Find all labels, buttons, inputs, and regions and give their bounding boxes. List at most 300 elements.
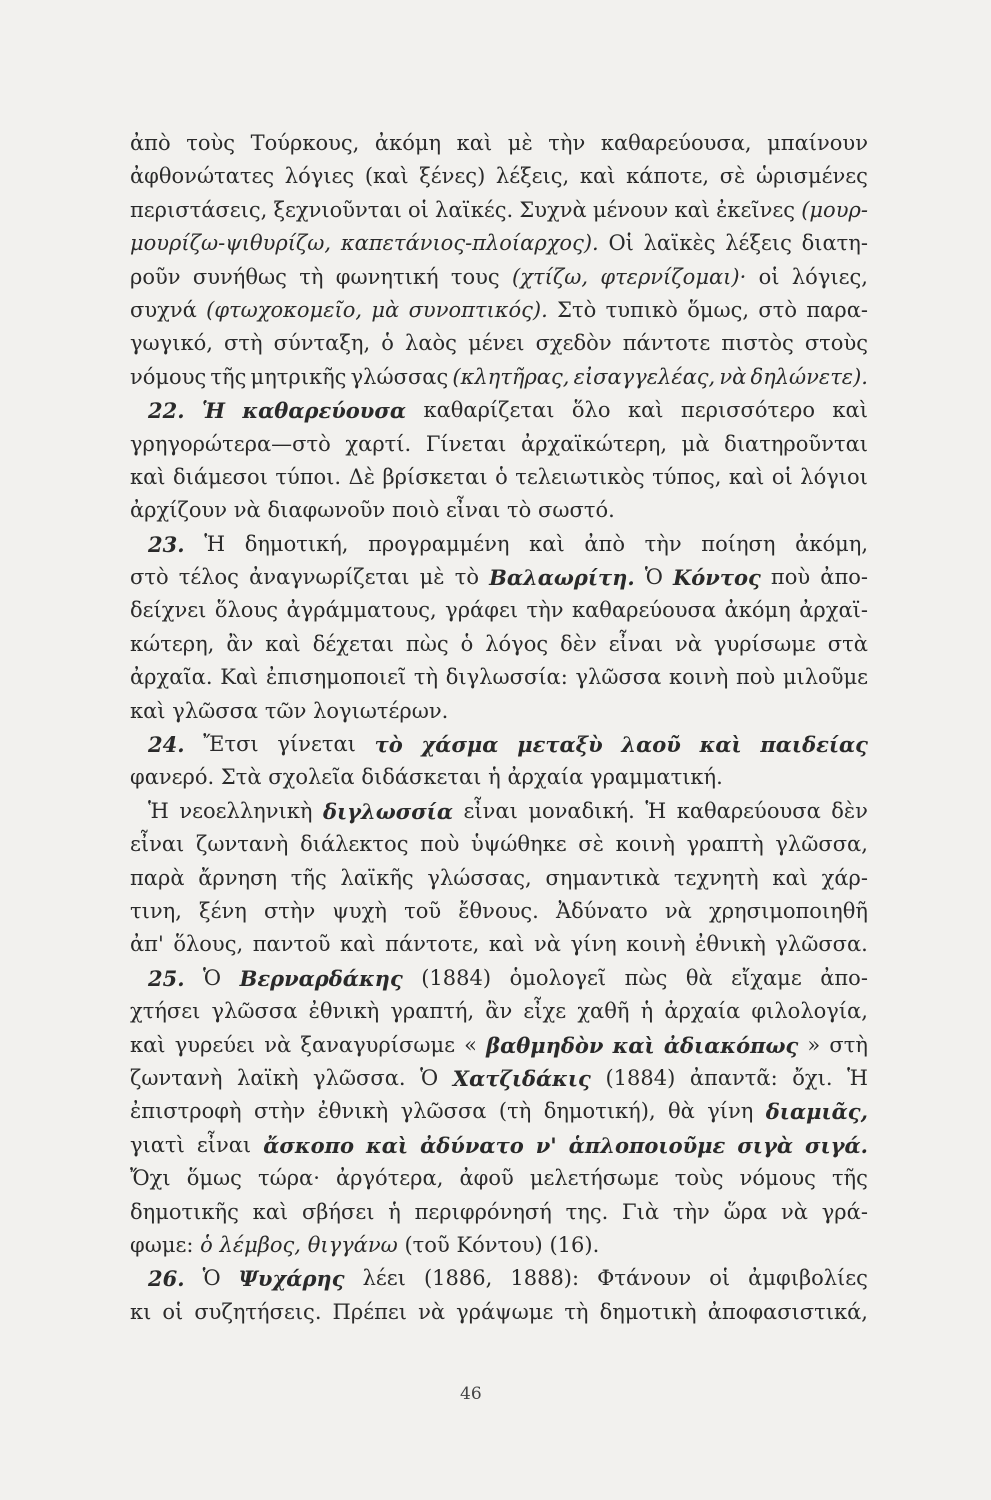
word: πάντοτε [622,331,711,356]
word: καὶ [627,398,664,423]
word: (τὴ [498,1099,532,1124]
word: βαθμηδὸν [486,1032,604,1058]
body-text [130,127,868,1329]
word: τοῦ [404,898,442,923]
word: (1884) [421,965,492,990]
word: δηλώνετε). [750,364,868,389]
word: περισσότερο [680,398,815,423]
word: ὑψώθηκε [471,832,567,857]
word: ἀδιακόπως [663,1032,799,1058]
word: στοὺς [804,331,868,356]
word: καὶ [529,531,565,556]
word: διατηροῦνται [724,431,868,456]
word: γωγικό, [130,331,213,356]
word: ξαναγυρίσωμε [300,1032,455,1057]
word: γλῶσσα [400,1099,487,1124]
text-line [130,194,868,227]
word: συχνά [130,297,197,322]
word: μὰ [681,431,710,456]
text-line [130,1229,868,1262]
word: καὶ [456,131,493,155]
word: (μουρ- [801,197,868,222]
word: ἀφοῦ [459,1166,514,1191]
word: Ἡ [847,1065,868,1090]
word: χαρτί. [345,431,412,456]
word: φωνητική [335,264,439,289]
word: λόγιες [284,164,355,189]
word: διδάσκεται [361,765,482,790]
word: τύπος, [652,464,722,489]
word: γυρίσωμε [713,631,816,656]
word: ἀγράμματους, [286,598,437,623]
word: χάρ- [821,865,868,890]
word: σχεδὸν [535,331,612,356]
word: τύποι. [275,464,342,489]
word: ὄχι. [792,1065,833,1090]
word: φιλολογία, [751,999,868,1024]
word: πὼς [405,631,449,656]
word: γλῶσσα [575,665,662,690]
text-line [130,327,868,360]
word: ἀρχαϊ- [799,598,868,623]
word: καθαρεύουσα [242,398,406,424]
word: ὅλους [214,598,278,623]
word: ὁ [381,331,394,356]
word: γλῶσσα [211,999,298,1024]
word: ἀρχαία [664,999,741,1024]
word: λαϊκές. [435,197,514,222]
word: Πρέπει [332,1299,408,1324]
word: ὅλους, [173,932,244,957]
word: προγραμμένη [368,531,510,556]
word: Ὁ [644,565,663,590]
word: Ἡ [148,798,169,823]
word: καὶ [130,464,166,489]
word: τους [450,264,500,289]
word: διάμεσοι [173,464,268,489]
word: εἶναι [196,1132,252,1157]
word: πάντοτε, [385,932,480,957]
word: χτήσει [130,999,201,1024]
word: τὸ [374,732,403,758]
word: τὴ [299,264,324,289]
word: καθαρεύουσα [572,598,717,623]
word: ποιὸ [391,498,440,523]
word: κοινὴ [615,832,675,857]
word: σὲ [719,164,746,189]
word: ἡ [388,1199,401,1224]
text-line [130,728,868,761]
word: οἱ [771,464,793,489]
word: ἀρχίζουν [130,498,228,523]
word: ἀπὸ [130,131,171,155]
word: καθαρεύουσα [676,798,821,823]
word: ἀπὸ [584,531,626,556]
word: λαοῦ [621,732,681,758]
word: φανερό. [130,765,215,790]
word: γλώσσας [350,364,449,389]
word: ἡ [488,765,501,790]
word: γρηγορώτερα—στὸ [130,431,331,456]
word: λογιωτέρων. [313,698,449,723]
word: γίνη [707,1099,754,1124]
word: ὁμολογεῖ [509,965,607,990]
word: (χτίζω, [512,264,588,289]
text-line [130,1296,868,1329]
word: περιστάσεις, [130,197,268,222]
word: ἀκόμη [374,131,442,155]
word: μιλοῦμε [782,665,868,690]
text-line [130,962,868,995]
word: νόμους [739,1166,816,1191]
word: καὶ [252,1199,289,1224]
text-line [130,661,868,694]
word: γλῶσσα [172,698,259,723]
word: Ἔτσι [203,732,259,757]
word: τὴν [548,131,586,155]
word: γρά- [821,1199,868,1224]
text-line [130,628,868,661]
text-line [130,428,868,461]
word: παρὰ [130,865,185,890]
word: γλώσσας, [427,865,532,890]
word: λέμβος, [219,1232,301,1257]
section-number: 22. [148,398,185,424]
word: ἐκεῖνες [716,197,796,222]
text-line [130,227,868,260]
word: μπαίνουν [767,131,868,155]
word: ἁπλοποιοῦμε [568,1132,726,1158]
word: Ὁ [203,965,222,990]
word: της. [565,1199,609,1224]
word: εἶναι [608,631,664,656]
word: ροῦν [130,264,181,289]
word: τοὺς [674,1166,724,1191]
word: σιγά. [805,1132,868,1158]
word: οἱ [162,1299,184,1324]
word: (καὶ [364,164,409,189]
word: Κόντου) [456,1232,543,1257]
word: Καὶ [220,665,259,690]
word: διαμιᾶς, [765,1099,868,1125]
word: σύνταξη, [273,331,371,356]
text-line [130,461,868,494]
word: δημοτικῆς [130,1199,239,1224]
word: συνοπτικός). [408,297,548,322]
word: 1888): [510,1266,580,1291]
word: γίνεται [277,732,356,757]
word: βρίσκεται [382,464,488,489]
word: ἔθνους. [458,898,539,923]
word: τὸ [507,498,532,523]
word: πὼς [624,965,668,990]
word: πιστὸς [721,331,794,356]
page-number: 46 [460,1384,482,1404]
text-line [130,828,868,861]
word: λόγιοι [800,464,868,489]
word: Γίνεται [425,431,507,456]
word: (φτωχοκομεῖο, [206,297,363,322]
word: ἐπισημοποιεῖ [265,665,407,690]
word: νὰ [675,631,702,656]
word: γυρεύει [174,1032,256,1057]
word: λόγος [485,631,549,656]
word: τὸ [454,565,479,590]
word: μένουν [592,197,669,222]
word: οἱ [407,197,429,222]
word: γραπτή, [390,999,475,1024]
text-line [130,294,868,327]
word: « [464,1032,477,1057]
word: ἀναγνωρίζεται [249,565,410,590]
word: (16). [549,1232,600,1257]
word: ἀφθονώτατες [130,164,275,189]
text-line [130,862,868,895]
word: καθαρίζεται [423,398,555,423]
word: μένει [468,331,525,356]
word: λέξεις [725,231,792,256]
word: στὴ [224,331,263,356]
word: κι [130,1299,152,1324]
word: γράψωμε [456,1299,554,1324]
word: ἂν [485,999,513,1024]
word: κοινὴ [668,665,729,690]
text-line [130,795,868,828]
word: ὅλο [571,398,611,423]
word: σωστό. [538,498,615,523]
word: ποὺ [735,665,776,690]
word: διατη- [801,231,868,256]
word: ἐθνικὴ [317,1099,389,1124]
word: καὶ [130,1032,166,1057]
text-line [130,394,868,427]
text-line [130,1262,868,1295]
word: δέχεται [312,631,394,656]
word: ποὺ [770,565,811,590]
word: τῆς [831,1166,868,1191]
word: λαὸς [405,331,457,356]
text-line [130,1129,868,1162]
word: κάποτε, [626,164,710,189]
word: φτερνίζομαι)· [600,264,747,289]
word: καὶ [832,398,868,423]
word: τέλος [178,565,239,590]
word: τῆς [210,364,247,389]
word: ψυχὴ [332,898,387,923]
word: θὰ [668,1099,695,1124]
word: ποίηση [701,531,776,556]
section-number: 24. [148,732,185,758]
word: εἰσαγγελέας, [573,364,716,389]
section-number: 25. [148,965,185,991]
word: στὴν [253,1099,306,1124]
word: Ψυχάρης [238,1266,345,1292]
word: εἶχε [523,999,567,1024]
word: ξένες) [419,164,486,189]
word: δημοτική, [244,531,349,556]
word: Ὁ [202,1266,221,1291]
word: νὰ [719,364,747,389]
word: λαϊκῆς [340,865,414,890]
word: μὲ [507,131,533,155]
word: παρα- [806,297,868,322]
text-line [130,1196,868,1229]
word: νεοελληνικὴ [179,798,313,823]
word: εἶναι [463,798,518,823]
word: ὅμως, [687,297,750,322]
word: διάλεκτος [300,832,409,857]
word: τοὺς [186,131,236,155]
word: ἀρχαία [507,765,584,790]
text-line [130,1029,868,1062]
word: γιατὶ [130,1132,185,1157]
word: εἶναι [130,832,185,857]
word: θιγγάνω [307,1232,398,1257]
word: Ὁ [420,1065,439,1090]
word: ἀργότερα, [335,1166,444,1191]
word: νὰ [418,1299,446,1324]
word: παντοῦ [252,932,331,957]
word: Ἡ [204,531,226,556]
word: οἱ [758,264,780,289]
word: καὶ [488,932,525,957]
word: δημοτική), [543,1099,656,1124]
word: χρησιμοποιηθῆ [708,898,868,923]
word: ἀδύνατο [420,1132,524,1158]
word: καὶ [366,1132,409,1158]
word: τῶν [264,698,307,723]
word: γίνη [570,932,617,957]
word: ἀκόμη, [795,531,868,556]
word: Χατζιδάκις [452,1065,591,1091]
word: ἐθνικὴ [308,999,380,1024]
word: θὰ [685,965,713,990]
word: στὴν [263,898,316,923]
text-line [130,1062,868,1095]
word: συνήθως [192,264,287,289]
text-line [130,594,868,627]
word: σημαντικὰ [545,865,661,890]
word: μελετήσωμε [529,1166,659,1191]
text-line [130,1162,868,1195]
word: ἀρχαῖα. [130,665,213,690]
word: σιγὰ [737,1132,793,1158]
word: ἐπιστροφὴ [130,1099,242,1124]
word: παιδείας [760,732,868,758]
word: Ὄχι [130,1166,171,1191]
word: γλῶσσα, [775,832,868,857]
text-line [130,695,868,728]
text-line [130,1095,868,1128]
text-line [130,494,868,527]
word: οἱ [709,1266,731,1291]
word: Οἱ [608,231,634,256]
section-number: 26. [148,1266,185,1292]
word: τυπικὸ [605,297,678,322]
word: τὴν [672,1199,710,1224]
word: διαφωνοῦν [267,498,386,523]
word: εἴχαμε [731,965,802,990]
word: Γιὰ [622,1199,660,1224]
word: καπετάνιος-πλοίαρχος). [340,231,599,256]
word: Δὲ [348,464,375,489]
word: γραμματική. [590,765,723,790]
word: τὴ [564,1299,589,1324]
word: γλῶσσα. [313,1065,406,1090]
section-number: 23. [148,531,185,557]
word: Κόντος [673,565,761,591]
word: λόγιες, [791,264,868,289]
word: ἀπο- [820,965,868,990]
word: Ἀδύνατο [555,898,648,923]
text-line [130,561,868,594]
word: ζωντανὴ [130,1065,223,1090]
word: στὰ [827,631,868,656]
word: νὰ [233,498,261,523]
text-line [130,928,868,961]
word: γλῶσσα. [775,932,868,957]
word: νὰ [781,1199,808,1224]
word: λέει [362,1266,406,1291]
word: ἀμφιβολίες [748,1266,868,1291]
word: σὲ [578,832,604,857]
word: χαθῆ [577,999,630,1024]
text-line [130,261,868,294]
word: μὲ [419,565,445,590]
word: περιφρόνησή [414,1199,552,1224]
word: τινη, [130,898,182,923]
word: ξένη [199,898,247,923]
word: Βερναρδάκης [239,965,403,991]
word: ὥρα [723,1199,768,1224]
word: τελειωτικὸς [515,464,645,489]
word: κώτερη, [130,631,215,656]
word: (κλητῆρας, [452,364,570,389]
word: Συχνὰ [519,197,587,222]
word: τεχνητὴ [673,865,759,890]
word: ἄσκοπο [263,1132,354,1158]
word: ὁ [460,631,474,656]
text-line [130,127,868,160]
word: ἀπ' [130,932,164,957]
word: νόμους [130,364,207,389]
word: μεταξὺ [517,732,603,758]
word: χάσμα [421,732,499,758]
word: καὶ [728,464,765,489]
word: ἀπαντᾶ: [689,1065,778,1090]
word: στὸ [130,565,169,590]
word: γραπτὴ [686,832,764,857]
word: ἐθνικὴ [695,932,766,957]
word: δὲν [831,798,868,823]
word: Φτάνουν [597,1266,692,1291]
word: Στὰ [220,765,262,790]
word: εἶναι [446,498,501,523]
word: ἀπο- [820,565,868,590]
word: στὴ [829,1032,868,1057]
word: ἂν [226,631,254,656]
word: Βαλαωρίτη. [489,565,635,591]
word: νὰ [264,1032,292,1057]
word: ξεχνιοῦνται [273,197,402,222]
word: δὲν [560,631,597,656]
word: τῆς [290,865,327,890]
word: νὰ [534,932,561,957]
word: μουρίζω-ψιθυρίζω, [130,231,332,256]
word: (1886, [423,1266,493,1291]
word: σχολεῖα [268,765,355,790]
word: λαϊκὲς [643,231,716,256]
